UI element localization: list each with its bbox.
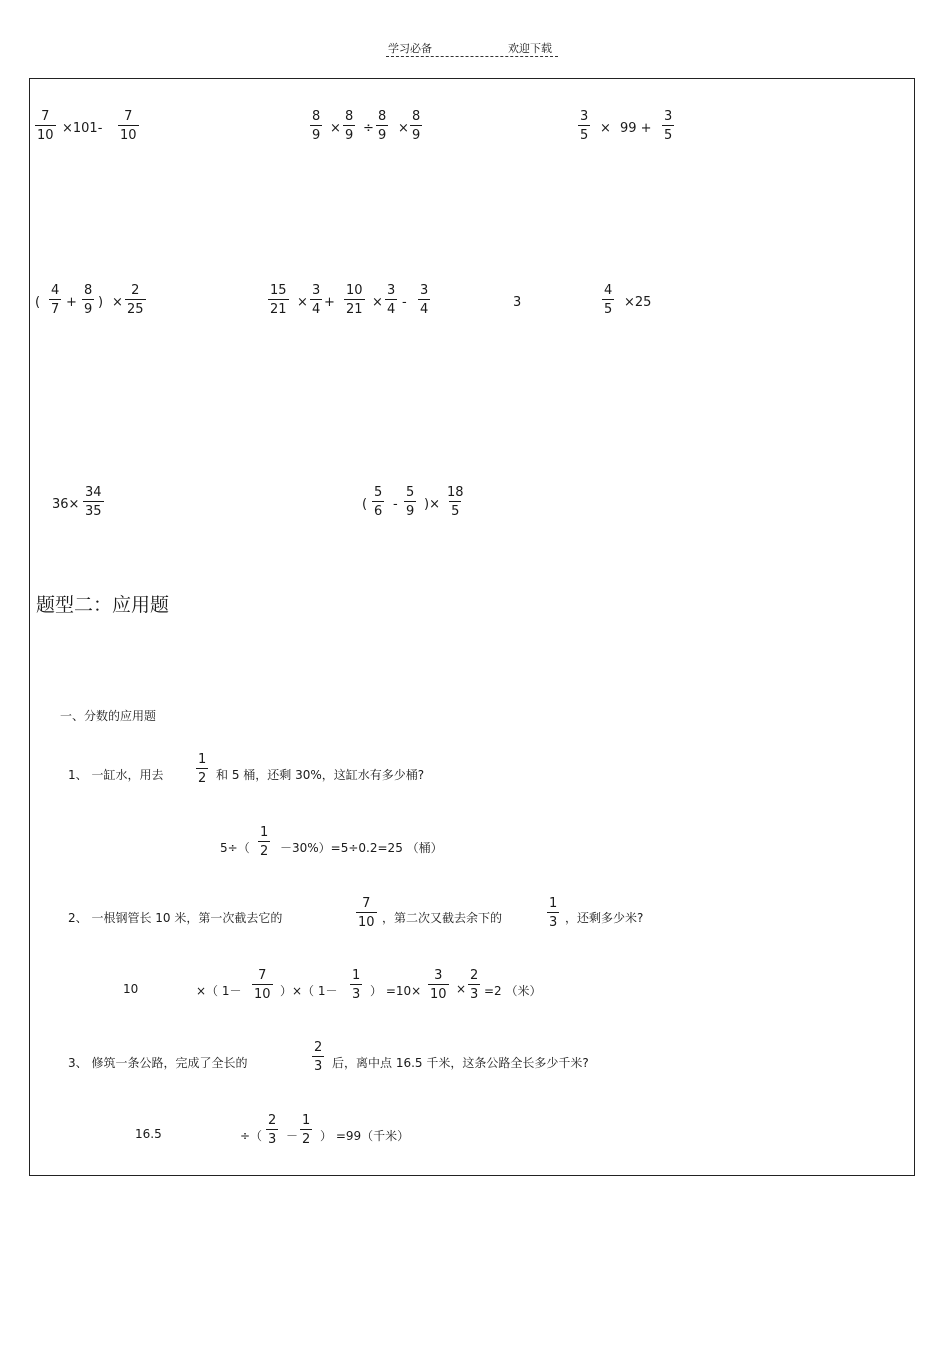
fraction: $\frac{3}{5}$ <box>580 109 589 143</box>
fraction: $\frac{8}{9}$ <box>312 109 321 143</box>
fraction: $\frac{5}{6}$ <box>374 485 383 519</box>
fraction: $\frac{1}{2}$ <box>260 825 269 859</box>
fraction: $\frac{2}{3}$ <box>470 968 479 1002</box>
fraction: $\frac{1}{3}$ <box>352 968 361 1002</box>
operator: )× <box>424 497 440 512</box>
operator: - <box>393 497 398 512</box>
fraction: $\frac{18}{5}$ <box>447 485 464 519</box>
fraction: $\frac{2}{3}$ <box>268 1113 277 1147</box>
operator: ×101- <box>62 121 103 136</box>
fraction: $\frac{8}{9}$ <box>345 109 354 143</box>
question-1-prefix: 1、 一缸水，用去 <box>68 768 164 782</box>
fraction: $\frac{3}{5}$ <box>664 109 673 143</box>
fraction: $\frac{7}{10}$ <box>37 109 54 143</box>
content-frame <box>29 78 915 1176</box>
answer-1-lead: 5÷（ <box>220 841 250 855</box>
fraction: $\frac{5}{9}$ <box>406 485 415 519</box>
question-2-suffix: ，还剩多少米? <box>565 911 644 925</box>
question-2-mid: ，第二次又截去余下的 <box>382 911 503 925</box>
fraction: $\frac{2}{3}$ <box>314 1040 323 1074</box>
answer-3-lead: 16.5 <box>135 1127 162 1141</box>
answer-2-tail: =2 （米） <box>484 984 542 998</box>
fraction: $\frac{4}{5}$ <box>604 283 613 317</box>
fraction: $\frac{3}{4}$ <box>312 283 321 317</box>
question-3-prefix: 3、 修筑一条公路，完成了全长的 <box>68 1056 248 1070</box>
fraction: $\frac{8}{9}$ <box>84 283 93 317</box>
paren: ) <box>98 295 104 310</box>
answer-2-lead: 10 <box>123 982 139 996</box>
header-right: 欢迎下载 <box>508 42 552 55</box>
fraction: $\frac{34}{35}$ <box>85 485 102 519</box>
answer-2-part: ）×（ 1－ <box>280 984 338 998</box>
fraction: $\frac{15}{21}$ <box>270 283 287 317</box>
number: 99 + <box>620 121 652 136</box>
fraction: $\frac{3}{4}$ <box>387 283 396 317</box>
answer-1-tail: －30%）=5÷0.2=25 （桶） <box>280 841 443 855</box>
fraction: $\frac{1}{2}$ <box>302 1113 311 1147</box>
fraction: $\frac{3}{10}$ <box>430 968 447 1002</box>
fraction: $\frac{7}{10}$ <box>120 109 137 143</box>
fraction: $\frac{7}{10}$ <box>254 968 271 1002</box>
fraction: $\frac{4}{7}$ <box>51 283 60 317</box>
operator: × <box>456 982 467 996</box>
section-subtitle: 一、分数的应用题 <box>60 709 157 723</box>
fraction: $\frac{8}{9}$ <box>412 109 421 143</box>
fraction: $\frac{3}{4}$ <box>420 283 429 317</box>
question-1-suffix: 和 5 桶，还剩 30%，这缸水有多少桶? <box>216 768 425 782</box>
operator: + <box>324 295 335 310</box>
operator: × <box>372 295 383 310</box>
answer-2-part: ） =10× <box>370 984 422 998</box>
operator: × <box>398 121 409 136</box>
fraction: $\frac{8}{9}$ <box>378 109 387 143</box>
operator: ÷ <box>363 121 374 136</box>
question-3-suffix: 后，离中点 16.5 千米，这条公路全长多少千米? <box>332 1056 589 1070</box>
fraction: $\frac{7}{10}$ <box>358 896 375 930</box>
header-left: 学习必备 <box>388 42 432 55</box>
question-2-prefix: 2、 一根钢管长 10 米，第一次截去它的 <box>68 911 283 925</box>
operator: - <box>402 295 407 310</box>
answer-3-tail: ） =99（千米） <box>320 1129 410 1143</box>
operator: － <box>286 1129 299 1143</box>
fraction: $\frac{1}{3}$ <box>549 896 558 930</box>
fraction: $\frac{1}{2}$ <box>198 752 207 786</box>
fraction: $\frac{2}{25}$ <box>127 283 144 317</box>
answer-2-part: ×（ 1－ <box>196 984 242 998</box>
number: 36× <box>52 497 80 512</box>
operator: × <box>600 121 611 136</box>
fraction: $\frac{10}{21}$ <box>346 283 363 317</box>
operator: ×25 <box>624 295 652 310</box>
paren: ( <box>35 295 41 310</box>
answer-3-part: ÷（ <box>240 1129 263 1143</box>
number: 3 <box>513 295 522 310</box>
operator: + <box>66 295 77 310</box>
paren: ( <box>362 497 368 512</box>
operator: × <box>330 121 341 136</box>
operator: × <box>112 295 123 310</box>
header-rule <box>386 56 558 57</box>
operator: × <box>297 295 308 310</box>
section-title: 题型二：应用题 <box>36 594 170 616</box>
